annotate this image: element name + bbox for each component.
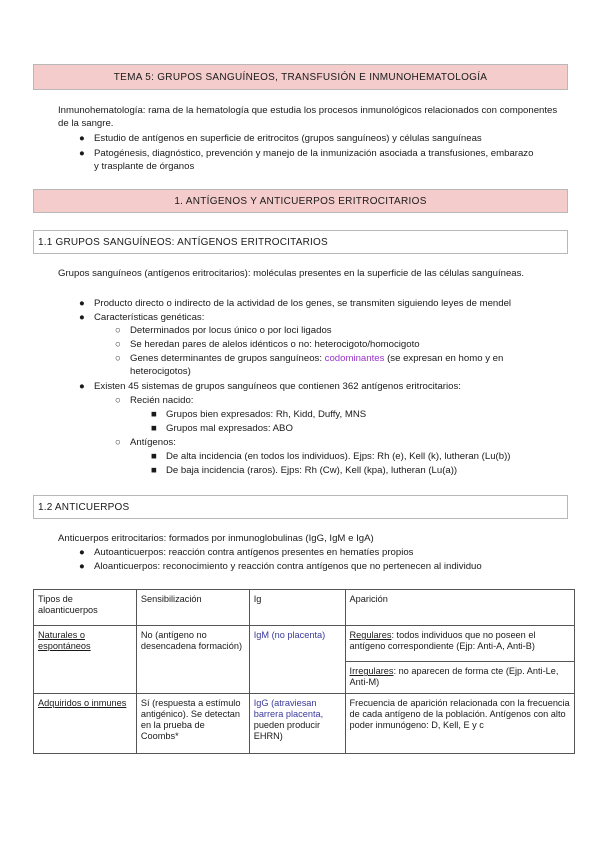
list-item: ○ Se heredan pares de alelos idénticos o no: heterocigoto/homocigoto	[115, 339, 420, 350]
list-item: ● Características genéticas:	[79, 312, 205, 323]
table-cell: IgG (atraviesan barrera placenta, pueden producir EHRN)	[249, 694, 345, 754]
table-header: Aparición	[345, 590, 574, 626]
highlight-term: codominantes	[324, 353, 385, 364]
table-cell: Regulares: todos individuos que no poseen el antígeno correspondiente (Ejp: Anti-A, Anti-B)	[345, 626, 574, 662]
table-cell: Frecuencia de aparición relacionada con la frecuencia de cada antígeno de la población. Antígenos con alto poder inmunógeno: D, Kell, E y c	[345, 694, 574, 754]
paragraph: Grupos sanguíneos (antígenos eritrocitarios): moléculas presentes en la superficie de las células sanguíneas.	[58, 268, 525, 279]
table-cell: Naturales o espontáneos	[34, 626, 137, 694]
list-item: ● Autoanticuerpos: reacción contra antígenos presentes en hematíes propios	[79, 547, 414, 558]
list-item: ○ Genes determinantes de grupos sanguíneos: codominantes (se expresan en homo y en heterocigotos)	[115, 353, 504, 377]
list-item: ● Estudio de antígenos en superficie de eritrocitos (grupos sanguíneos) y células sanguíneas	[79, 133, 482, 144]
list-item: ■ De baja incidencia (raros). Ejps: Rh (Cw), Kell (kpa), lutheran (Lu(a))	[151, 465, 458, 476]
table-row	[34, 694, 575, 754]
list-item: ● Producto directo o indirecto de la actividad de los genes, se transmiten siguiendo leyes de mendel	[79, 298, 512, 309]
intro-text: Inmunohematología: rama de la hematología que estudia los procesos inmunológicos relacionados con componentes de la sangre.	[58, 105, 558, 129]
list-item: ■ De alta incidencia (en todos los individuos). Ejps: Rh (e), Kell (k), lutheran (Lu(b))	[151, 451, 511, 462]
aloanticuerpos-table	[33, 589, 575, 754]
list-item: ■ Grupos bien expresados: Rh, Kidd, Duffy, MNS	[151, 409, 367, 420]
section-heading: 1. ANTÍGENOS Y ANTICUERPOS ERITROCITARIOS	[33, 189, 568, 213]
table-cell: Sí (respuesta a estímulo antigénico). Se detectan en la prueba de Coombs*	[136, 694, 249, 754]
table-row	[34, 626, 575, 662]
list-item: ○ Recién nacido:	[115, 395, 194, 406]
list-item: ● Existen 45 sistemas de grupos sanguíneos que contienen 362 antígenos eritrocitarios:	[79, 381, 461, 392]
list-item: ○ Antígenos:	[115, 437, 176, 448]
table-cell: Irregulares: no aparecen de forma cte (Ejp. Anti-Le, Anti-M)	[345, 662, 574, 694]
paragraph: Anticuerpos eritrocitarios: formados por inmunoglobulinas (IgG, IgM e IgA)	[58, 533, 374, 544]
list-item: ○ Determinados por locus único o por loci ligados	[115, 325, 332, 336]
list-item: ● Patogénesis, diagnóstico, prevención y manejo de la inmunización asociada a transfusiones, embarazo y trasplante de órganos	[79, 148, 534, 172]
table-header: Sensibilización	[136, 590, 249, 626]
table-cell: No (antígeno no desencadena formación)	[136, 626, 249, 694]
list-item: ■ Grupos mal expresados: ABO	[151, 423, 293, 434]
subsection-heading: 1.1 GRUPOS SANGUÍNEOS: ANTÍGENOS ERITROCITARIOS	[33, 230, 568, 254]
table-cell: Adquiridos o inmunes	[34, 694, 137, 754]
table-header: Tipos de aloanticuerpos	[34, 590, 137, 626]
subsection-heading: 1.2 ANTICUERPOS	[33, 495, 568, 519]
table-header: Ig	[249, 590, 345, 626]
table-cell: IgM (no placenta)	[249, 626, 345, 694]
list-item: ● Aloanticuerpos: reconocimiento y reacción contra antígenos que no pertenecen al individuo	[79, 561, 482, 572]
page-title: TEMA 5: GRUPOS SANGUÍNEOS, TRANSFUSIÓN E INMUNOHEMATOLOGÍA	[33, 64, 568, 90]
table-header-row	[34, 590, 575, 626]
